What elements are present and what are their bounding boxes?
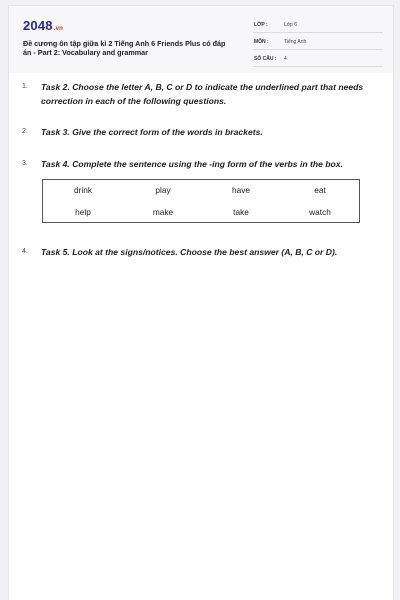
word-box-word: help — [75, 207, 91, 217]
document-page — [8, 5, 394, 600]
document-meta — [253, 16, 383, 67]
question-number: 2. — [22, 128, 28, 135]
meta-row-subject — [253, 33, 383, 50]
document-title-line-2: án - Part 2: Vocabulary and grammar — [23, 48, 148, 57]
meta-label: LỚP : — [254, 22, 268, 28]
question-number: 3. — [22, 160, 28, 167]
meta-value: 4 — [284, 56, 287, 62]
word-box-word: play — [155, 185, 171, 195]
question-text: Task 3. Give the correct form of the words in brackets. — [41, 127, 263, 137]
document-header — [9, 6, 393, 73]
meta-row-class — [253, 16, 383, 33]
word-box-word: have — [232, 185, 250, 195]
logo-text: 2048 — [23, 18, 53, 33]
question-text: Task 4. Complete the sentence using the -ing form of the verbs in the box. — [41, 159, 343, 169]
word-box — [42, 179, 360, 223]
question-number: 1. — [22, 83, 28, 90]
word-box-word: take — [233, 207, 249, 217]
word-box-word: make — [152, 207, 174, 217]
question-text: Task 2. Choose the letter A, B, C or D to indicate the underlined part that needs correction in each of the following questions. — [41, 82, 364, 106]
meta-value: Lớp 6 — [284, 22, 298, 28]
question-number: 4. — [22, 248, 28, 255]
meta-row-count — [253, 50, 383, 67]
document-title-line-1: Đề cương ôn tập giữa kì 2 Tiếng Anh 6 Friends Plus có đáp — [23, 39, 226, 48]
site-logo[interactable] — [23, 18, 63, 33]
word-box-row — [43, 202, 359, 224]
word-box-word: watch — [309, 207, 331, 217]
question-text: Task 5. Look at the signs/notices. Choose the best answer (A, B, C or D). — [41, 247, 338, 257]
meta-label: SỐ CÂU : — [254, 56, 277, 62]
logo-suffix: .vn — [53, 26, 64, 32]
word-box-word: eat — [314, 185, 326, 195]
word-box-row — [43, 180, 359, 202]
meta-label: MÔN : — [254, 39, 269, 45]
meta-value: Tiếng Anh — [284, 39, 307, 45]
document-title — [23, 39, 253, 57]
word-box-word: drink — [74, 185, 92, 195]
